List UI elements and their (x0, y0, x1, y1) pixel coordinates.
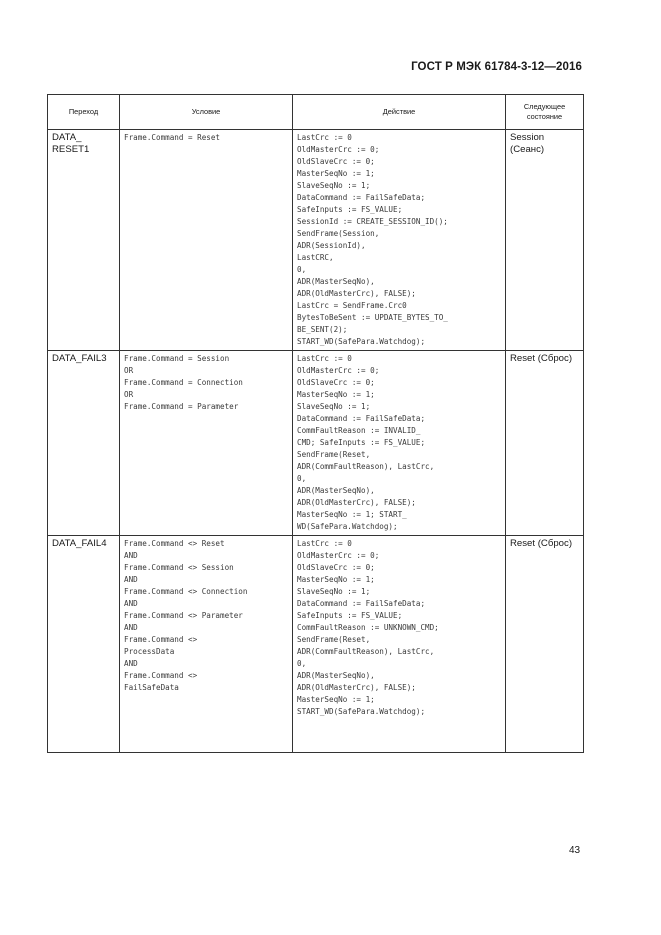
cell-line: Frame.Command <> Connection (124, 587, 248, 596)
cell-line: ADR(OldMasterCrc), FALSE); (297, 289, 416, 298)
cell-line: 0, (297, 659, 307, 668)
cell-line: Session (510, 132, 545, 143)
table-row (48, 536, 584, 753)
cell-line: CommFaultReason := INVALID_ (297, 426, 421, 435)
cell-line: FailSafeData (124, 683, 179, 692)
next-state-cell (506, 351, 584, 536)
cell-line: DataCommand := FailSafeData; (297, 193, 426, 202)
cell-line: MasterSeqNo := 1; START_ (297, 510, 407, 519)
cell-line: BytesToBeSent := UPDATE_BYTES_TO_ (297, 313, 448, 322)
cell-line: Frame.Command <> (124, 671, 198, 680)
cell-line: DATA_ (52, 132, 82, 143)
cell-line: MasterSeqNo := 1; (297, 390, 375, 399)
cell-line: AND (124, 623, 138, 632)
cell-line: 0, (297, 474, 307, 483)
transition-cell (48, 351, 120, 536)
cell-line: CommFaultReason := UNKNOWN_CMD; (297, 623, 439, 632)
cell-line: LastCrc := 0 (297, 539, 352, 548)
cell-line: ADR(MasterSeqNo), (297, 486, 375, 495)
state-transition-table (47, 94, 584, 753)
cell-line: LastCRC, (297, 253, 334, 262)
cell-line: DATA_FAIL4 (52, 538, 107, 549)
cell-line: OldMasterCrc := 0; (297, 551, 380, 560)
action-cell (293, 536, 506, 753)
action-cell (293, 130, 506, 351)
cell-line: Frame.Command = Reset (124, 133, 221, 142)
cell-line: ADR(MasterSeqNo), (297, 277, 375, 286)
table-row (48, 130, 584, 351)
condition-cell (120, 130, 293, 351)
cell-line: LastCrc := 0 (297, 133, 352, 142)
condition-cell (120, 351, 293, 536)
cell-line: OldSlaveCrc := 0; (297, 563, 375, 572)
cell-line: SafeInputs := FS_VALUE; (297, 205, 403, 214)
cell-line: ADR(SessionId), (297, 241, 366, 250)
condition-cell (120, 536, 293, 753)
cell-line: SlaveSeqNo := 1; (297, 402, 371, 411)
cell-line: AND (124, 575, 138, 584)
cell-line: OldMasterCrc := 0; (297, 145, 380, 154)
page-number: 43 (569, 845, 581, 856)
transition-cell (48, 130, 120, 351)
cell-line: SlaveSeqNo := 1; (297, 181, 371, 190)
cell-line: SendFrame(Reset, (297, 450, 371, 459)
cell-line: 0, (297, 265, 307, 274)
cell-line: AND (124, 659, 138, 668)
column-header-condition: Условие (120, 95, 293, 130)
cell-line: SendFrame(Reset, (297, 635, 371, 644)
cell-line: MasterSeqNo := 1; (297, 575, 375, 584)
table-row (48, 351, 584, 536)
cell-line: ADR(MasterSeqNo), (297, 671, 375, 680)
action-cell (293, 351, 506, 536)
cell-line: DATA_FAIL3 (52, 353, 107, 364)
cell-line: Frame.Command = Parameter (124, 402, 239, 411)
cell-line: ADR(CommFaultReason), LastCrc, (297, 462, 435, 471)
cell-line: AND (124, 599, 138, 608)
cell-line: Frame.Command <> Session (124, 563, 234, 572)
cell-line: DataCommand := FailSafeData; (297, 414, 426, 423)
cell-line: OR (124, 390, 134, 399)
cell-line: Frame.Command <> (124, 635, 198, 644)
cell-line: Frame.Command = Session (124, 354, 230, 363)
cell-line: Frame.Command <> Parameter (124, 611, 243, 620)
cell-line: ADR(CommFaultReason), LastCrc, (297, 647, 435, 656)
cell-line: WD(SafePara.Watchdog); (297, 522, 398, 531)
transition-cell (48, 536, 120, 753)
cell-line: Reset (Сброс) (510, 538, 573, 549)
cell-line: LastCrc = SendFrame.Crc0 (297, 301, 407, 310)
document-header: ГОСТ Р МЭК 61784-3-12—2016 (411, 61, 582, 73)
cell-line: SlaveSeqNo := 1; (297, 587, 371, 596)
table-header-row (48, 95, 584, 130)
cell-line: Frame.Command <> Reset (124, 539, 225, 548)
column-header-action: Действие (293, 95, 506, 130)
cell-line: (Сеанс) (510, 143, 545, 155)
cell-line: RESET1 (52, 143, 90, 155)
cell-line: ProcessData (124, 647, 175, 656)
cell-line: MasterSeqNo := 1; (297, 169, 375, 178)
cell-line: OR (124, 366, 134, 375)
cell-line: SessionId := CREATE_SESSION_ID(); (297, 217, 448, 226)
cell-line: OldSlaveCrc := 0; (297, 378, 375, 387)
column-header-transition: Переход (48, 95, 120, 130)
cell-line: Frame.Command = Connection (124, 378, 243, 387)
cell-line: CMD; SafeInputs := FS_VALUE; (297, 438, 426, 447)
cell-line: BE_SENT(2); (297, 325, 348, 334)
next-state-cell (506, 536, 584, 753)
cell-line: DataCommand := FailSafeData; (297, 599, 426, 608)
cell-line: OldMasterCrc := 0; (297, 366, 380, 375)
cell-line: START_WD(SafePara.Watchdog); (297, 707, 426, 716)
cell-line: START_WD(SafePara.Watchdog); (297, 337, 426, 346)
cell-line: Reset (Сброс) (510, 353, 573, 364)
cell-line: SendFrame(Session, (297, 229, 380, 238)
cell-line: OldSlaveCrc := 0; (297, 157, 375, 166)
column-header-next-state: Следующее состояние (506, 95, 584, 130)
cell-line: MasterSeqNo := 1; (297, 695, 375, 704)
cell-line: ADR(OldMasterCrc), FALSE); (297, 683, 416, 692)
next-state-cell (506, 130, 584, 351)
cell-line: SafeInputs := FS_VALUE; (297, 611, 403, 620)
cell-line: ADR(OldMasterCrc), FALSE); (297, 498, 416, 507)
cell-line: LastCrc := 0 (297, 354, 352, 363)
cell-line: AND (124, 551, 138, 560)
